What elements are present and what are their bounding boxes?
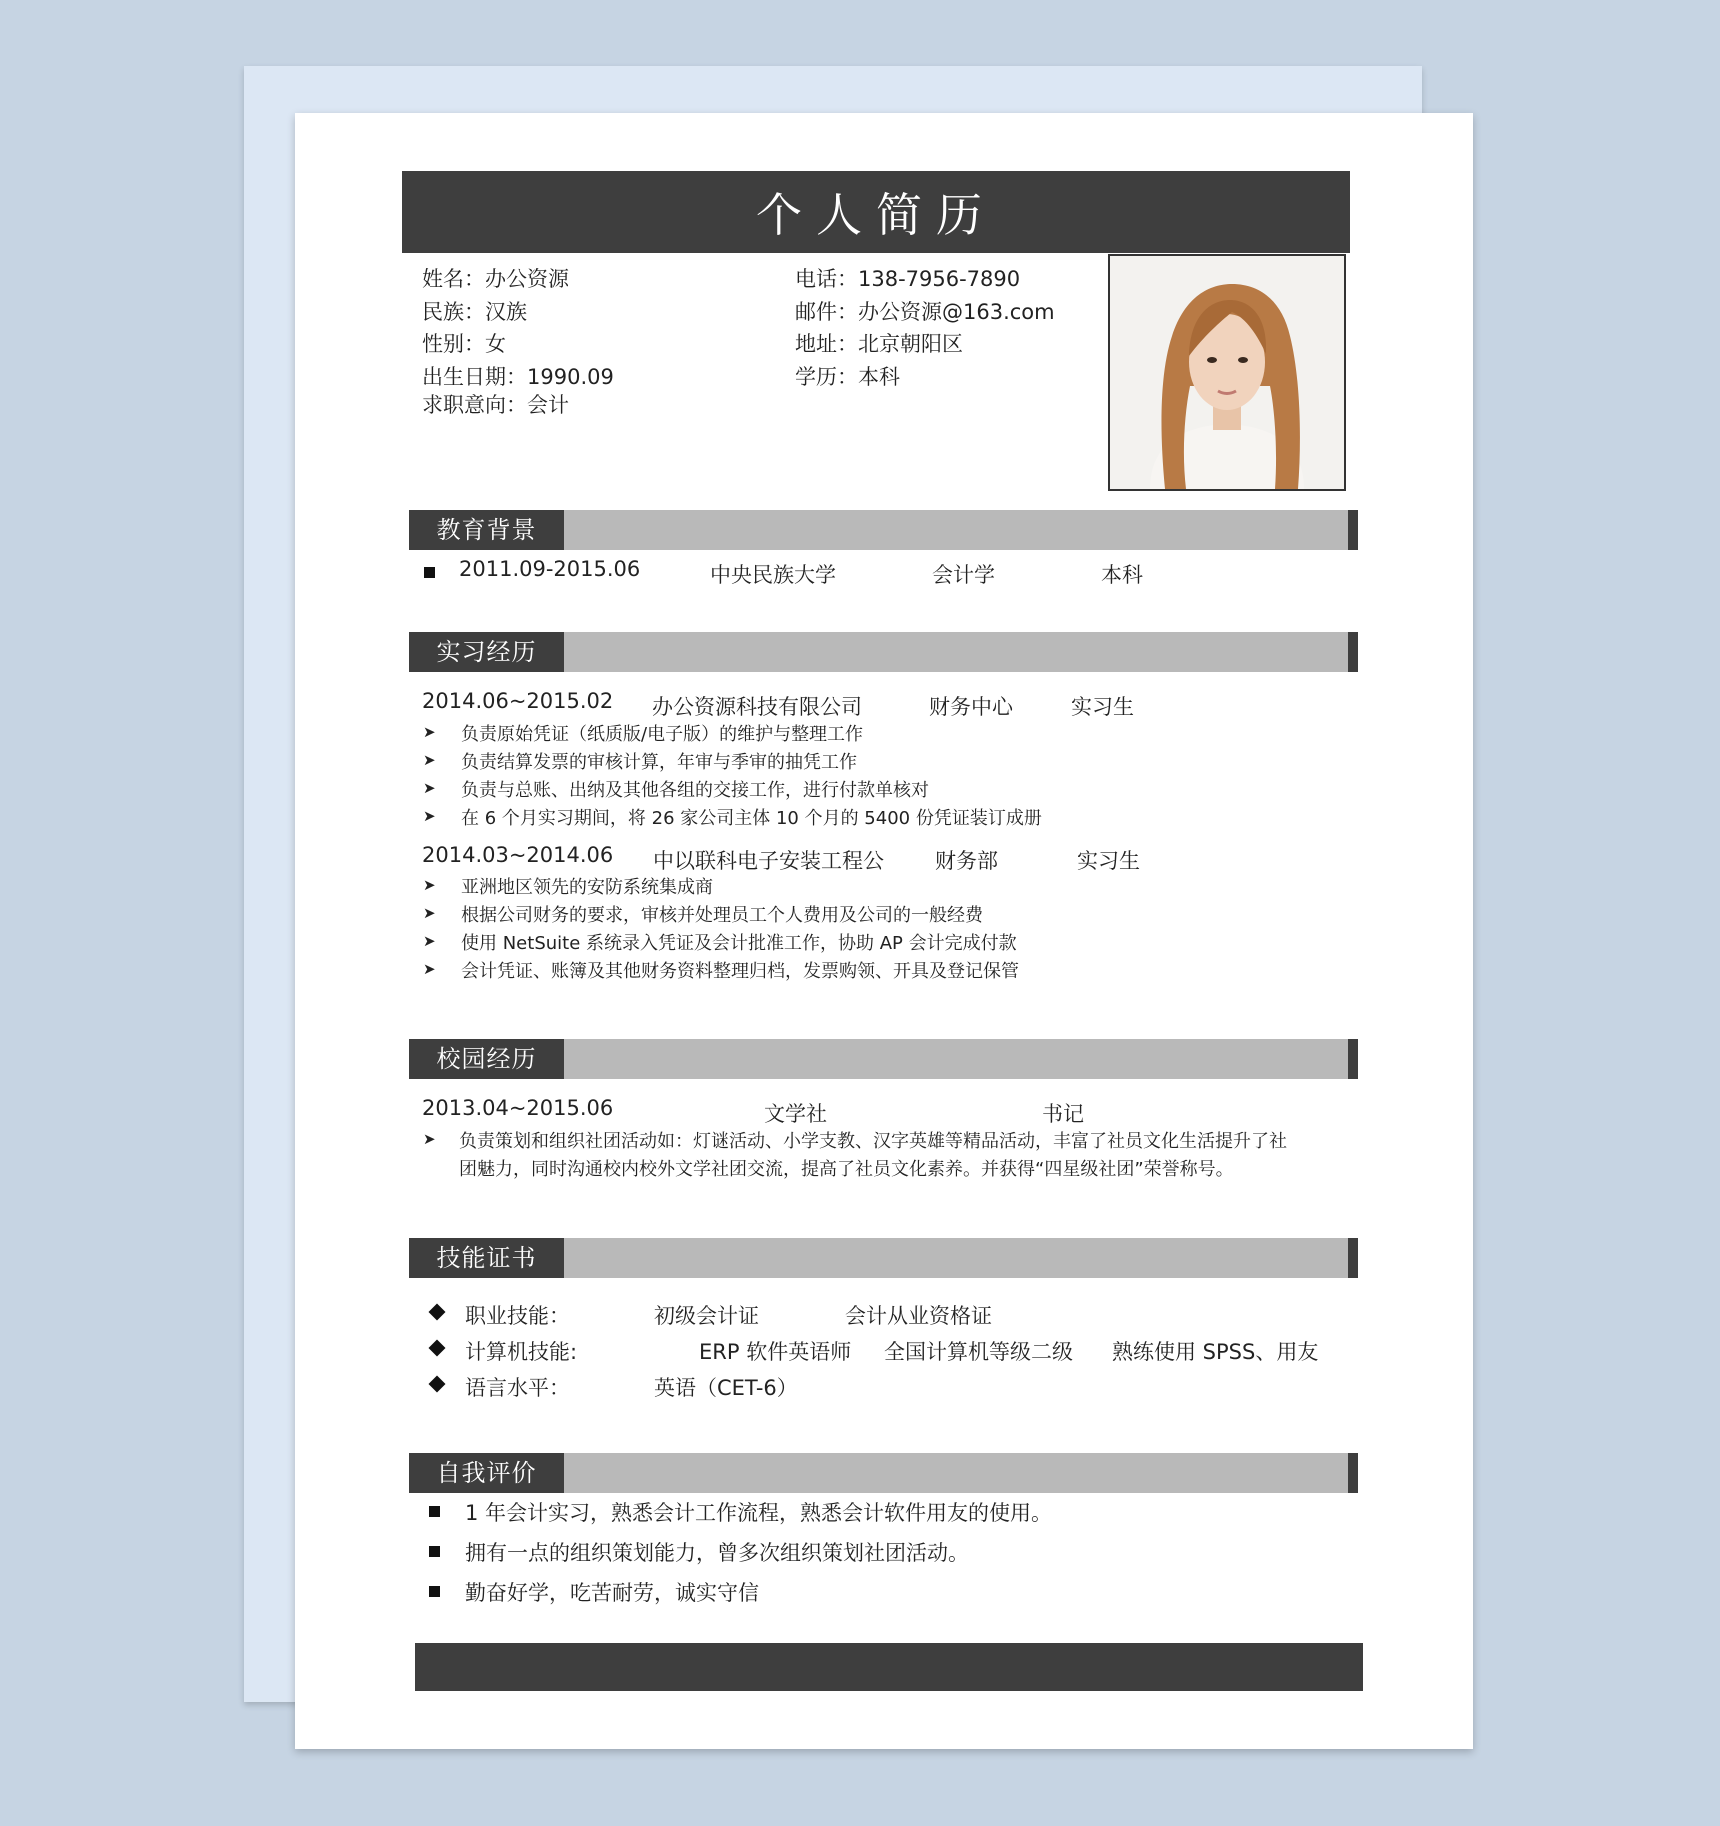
job1-item: 在 6 个月实习期间，将 26 家公司主体 10 个月的 5400 份凭证装订成册 [461, 808, 1042, 829]
resume-page [295, 113, 1473, 1749]
job1-item: 负责原始凭证（纸质版/电子版）的维护与整理工作 [461, 724, 864, 745]
footer-bar [415, 1643, 1363, 1691]
job2-item: 使用 NetSuite 系统录入凭证及会计批准工作，协助 AP 会计完成付款 [461, 933, 1017, 954]
skill-label: 语言水平： [465, 1376, 570, 1400]
job1-item: 负责结算发票的审核计算，年审与季审的抽凭工作 [461, 752, 857, 773]
job2-role: 实习生 [1077, 849, 1140, 873]
personal-info-left [422, 263, 614, 422]
edu-school: 中央民族大学 [710, 563, 836, 587]
job1-role: 实习生 [1071, 695, 1134, 719]
campus-desc-line2: 团魅力，同时沟通校内校外文学社团交流，提高了社员文化素养。并获得“四星级社团”荣誉称号。 [459, 1159, 1234, 1180]
portrait-image [1110, 256, 1344, 489]
skill-value: 初级会计证 [654, 1304, 759, 1328]
job2-company: 中以联科电子安装工程公 [653, 849, 884, 873]
diamond-bullet-icon [429, 1376, 446, 1393]
section-campus-header [409, 1039, 1358, 1079]
self-eval-item: 勤奋好学，吃苦耐劳，诚实守信 [465, 1581, 759, 1605]
resume-title: 个人简历 [402, 171, 1350, 253]
info-name: 姓名：办公资源 [422, 267, 569, 291]
job2-item: 会计凭证、账簿及其他财务资料整理归档，发票购领、开具及登记保管 [461, 961, 1019, 982]
info-phone: 电话：138-7956-7890 [795, 267, 1021, 291]
self-eval-item: 1 年会计实习，熟悉会计工作流程，熟悉会计软件用友的使用。 [465, 1501, 1053, 1525]
section-internship-header [409, 632, 1358, 672]
job2-dept: 财务部 [935, 849, 998, 873]
section-endcap [1348, 632, 1358, 672]
edu-major: 会计学 [932, 563, 995, 587]
arrow-bullet-icon: ➤ [423, 807, 436, 825]
skill-value: 全国计算机等级二级 [884, 1340, 1073, 1364]
diamond-bullet-icon [429, 1304, 446, 1321]
edu-period: 2011.09-2015.06 [459, 557, 641, 581]
job2-item: 根据公司财务的要求，审核并处理员工个人费用及公司的一般经费 [461, 905, 983, 926]
section-skills-title: 技能证书 [409, 1238, 564, 1278]
section-self-eval-header [409, 1453, 1358, 1493]
arrow-bullet-icon: ➤ [423, 723, 436, 741]
info-gender: 性别：女 [422, 332, 506, 356]
section-education-title: 教育背景 [409, 510, 564, 550]
skill-value: 英语（CET-6） [654, 1376, 798, 1400]
info-email: 邮件：办公资源@163.com [795, 299, 1055, 324]
skill-value: ERP 软件英语师 [699, 1340, 852, 1364]
arrow-bullet-icon: ➤ [423, 751, 436, 769]
job1-company: 办公资源科技有限公司 [652, 695, 862, 719]
square-bullet-icon [429, 1586, 440, 1597]
skill-value: 会计从业资格证 [845, 1304, 992, 1328]
self-eval-item: 拥有一点的组织策划能力，曾多次组织策划社团活动。 [465, 1541, 969, 1565]
job2-item: 亚洲地区领先的安防系统集成商 [461, 877, 713, 898]
arrow-bullet-icon: ➤ [423, 932, 436, 950]
info-objective: 求职意向：会计 [422, 393, 569, 417]
info-degree: 学历：本科 [795, 364, 900, 389]
arrow-bullet-icon: ➤ [423, 779, 436, 797]
campus-period: 2013.04~2015.06 [422, 1096, 614, 1120]
section-skills-header [409, 1238, 1358, 1278]
campus-role: 书记 [1042, 1102, 1084, 1126]
job2-period: 2014.03~2014.06 [422, 843, 614, 867]
job1-period: 2014.06~2015.02 [422, 689, 614, 713]
campus-org: 文学社 [764, 1102, 827, 1126]
edu-degree: 本科 [1101, 563, 1143, 587]
info-address: 地址：北京朝阳区 [795, 332, 963, 356]
section-endcap [1348, 1453, 1358, 1493]
section-endcap [1348, 1039, 1358, 1079]
skill-label: 职业技能： [465, 1304, 570, 1328]
profile-photo [1108, 254, 1346, 491]
diamond-bullet-icon [429, 1340, 446, 1357]
square-bullet-icon [429, 1546, 440, 1557]
info-ethnicity: 民族：汉族 [422, 299, 527, 324]
section-internship-title: 实习经历 [409, 632, 564, 672]
arrow-bullet-icon: ➤ [423, 960, 436, 978]
personal-info-right [795, 263, 1055, 393]
section-endcap [1348, 1238, 1358, 1278]
job1-dept: 财务中心 [929, 695, 1013, 719]
campus-desc-line1: 负责策划和组织社团活动如：灯谜活动、小学支教、汉字英雄等精品活动，丰富了社员文化生活提升了社 [459, 1131, 1287, 1152]
square-bullet-icon [429, 1506, 440, 1517]
job1-item: 负责与总账、出纳及其他各组的交接工作，进行付款单核对 [461, 780, 929, 801]
section-self-eval-title: 自我评价 [409, 1453, 564, 1493]
section-campus-title: 校园经历 [409, 1039, 564, 1079]
section-education-header [409, 510, 1358, 550]
arrow-bullet-icon: ➤ [423, 904, 436, 922]
square-bullet-icon [424, 567, 435, 578]
skill-value: 熟练使用 SPSS、用友 [1112, 1340, 1319, 1364]
arrow-bullet-icon: ➤ [423, 1130, 436, 1148]
arrow-bullet-icon: ➤ [423, 876, 436, 894]
skill-label: 计算机技能: [465, 1340, 578, 1364]
info-birthdate: 出生日期：1990.09 [422, 364, 614, 389]
section-endcap [1348, 510, 1358, 550]
